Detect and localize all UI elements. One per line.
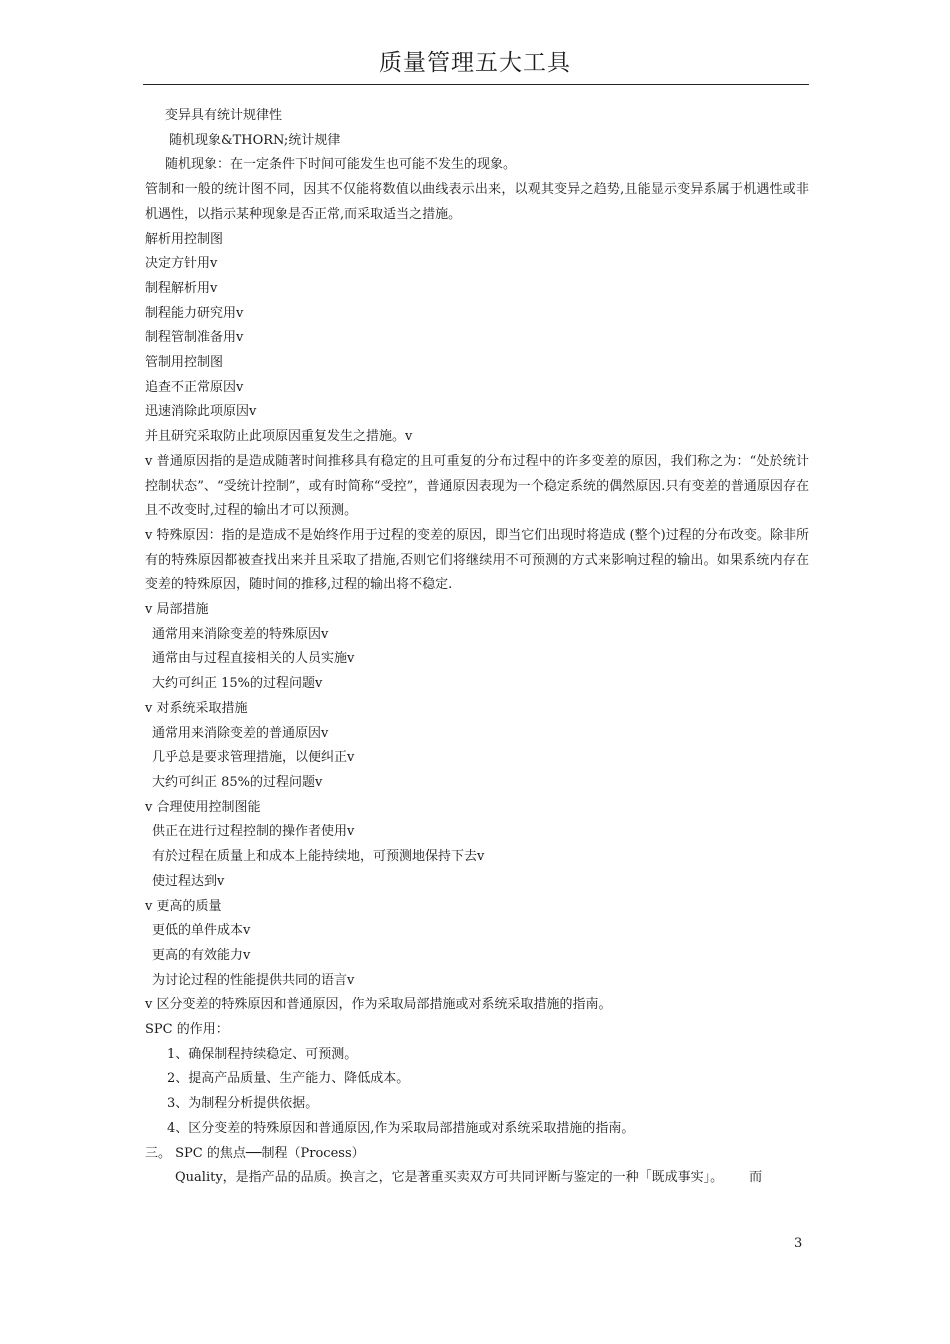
page-number: 3 (794, 1236, 803, 1251)
list-item: 几乎总是要求管理措施，以便纠正v (152, 750, 355, 766)
paragraph-last-line (145, 1166, 809, 1191)
bullet-heading: v 对系统采取措施 (145, 700, 248, 716)
bullet-heading: v 局部措施 (145, 602, 209, 618)
paragraph-text: Quality，是指产品的品质。换言之，它是著重买卖双方可共同评断与鉴定的一种「既成事实」。 (175, 1170, 724, 1186)
list-item: 有於过程在质量上和成本上能持续地，可预测地保持下去v (152, 849, 485, 865)
text-line: 随机现象：在一定条件下时间可能发生也可能不发生的现象。 (165, 157, 517, 173)
list-item: 追查不正常原因v (145, 379, 244, 395)
list-item: 制程管制准备用v (145, 330, 244, 346)
list-item: 决定方针用v (145, 256, 218, 272)
list-item: 通常用来消除变差的特殊原因v (152, 626, 329, 642)
page-title: 质量管理五大工具 (379, 50, 571, 76)
list-item: 制程能力研究用v (145, 305, 244, 321)
list-item: 大约可纠正 15%的过程问题v (152, 676, 323, 692)
list-item: 供正在进行过程控制的操作者使用v (152, 824, 355, 840)
list-item: 并且研究采取防止此项原因重复发生之措施。v (145, 429, 413, 445)
header-rule (143, 84, 809, 85)
numbered-item: 4、区分变差的特殊原因和普通原因,作为采取局部措施或对系统采取措施的指南。 (167, 1120, 635, 1136)
list-item: 为讨论过程的性能提供共同的语言v (152, 972, 355, 988)
paragraph-text: 而 (749, 1170, 763, 1186)
paragraph: v 普通原因指的是造成随著时间推移具有稳定的且可重复的分布过程中的许多变差的原因，我们称之为：“处於统计控制状态”、“受统计控制”，或有时简称“受控”，普通原因表现为一个稳定系统的偶然原因.只有变差的普通原因存在且不改变时,过程的输出才可以预测。 (145, 453, 809, 519)
numbered-item: 2、提高产品质量、生产能力、降低成本。 (167, 1071, 410, 1087)
list-item: 更高的有效能力v (152, 947, 251, 963)
list-item: 使过程达到v (152, 873, 225, 889)
bullet-heading: v 更高的质量 (145, 898, 222, 914)
list-item: 制程解析用v (145, 280, 218, 296)
section-heading: 三。 SPC 的焦点──制程（Process） (145, 1145, 365, 1161)
bullet-heading: v 合理使用控制图能 (145, 799, 261, 815)
bullet-heading: v 区分变差的特殊原因和普通原因，作为采取局部措施或对系统采取措施的指南。 (145, 997, 612, 1013)
paragraph: 管制和一般的统计图不同，因其不仅能将数值以曲线表示出来，以观其变异之趋势,且能显示变异系属于机遇性或非机遇性，以指示某种现象是否正常,而采取适当之措施。 (145, 182, 809, 222)
list-item: 大约可纠正 85%的过程问题v (152, 774, 323, 790)
section-heading: SPC 的作用： (145, 1022, 229, 1038)
text-line: 变异具有统计规律性 (165, 108, 283, 123)
section-heading: 解析用控制图 (145, 231, 224, 247)
paragraph: v 特殊原因：指的是造成不是始终作用于过程的变差的原因，即当它们出现时将造成 (整个)过程的分布改变。除非所有的特殊原因都被查找出来并且采取了措施,否则它们将继续用不可预测的方式来影响过程的输出。如果系统内存在变差的特殊原因，随时间的推移,过程的输出将不稳定. (145, 527, 809, 593)
numbered-item: 3、为制程分析提供依据。 (167, 1096, 319, 1112)
list-item: 更低的单件成本v (152, 923, 251, 939)
list-item: 通常由与过程直接相关的人员实施v (152, 651, 355, 667)
text-line: 随机现象&THORN;统计规律 (169, 132, 341, 148)
section-heading: 管制用控制图 (145, 355, 224, 371)
numbered-item: 1、确保制程持续稳定、可预测。 (167, 1046, 358, 1062)
document-body (145, 104, 809, 1191)
list-item: 通常用来消除变差的普通原因v (152, 725, 329, 741)
list-item: 迅速消除此项原因v (145, 404, 257, 420)
